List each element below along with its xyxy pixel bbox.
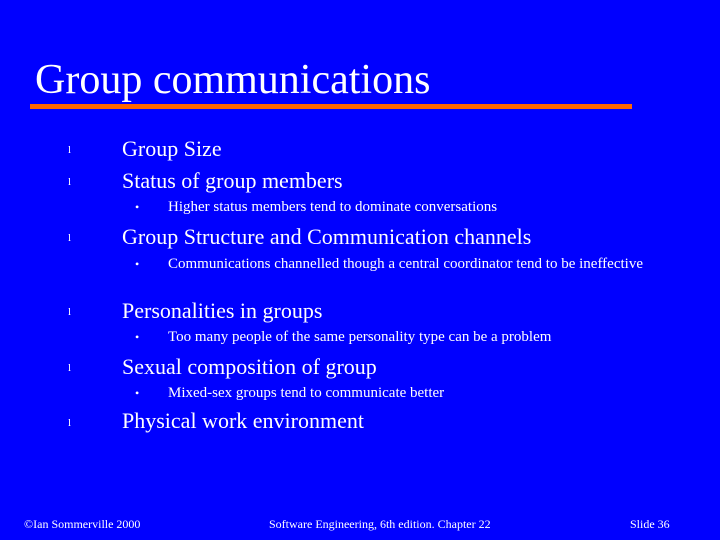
bullet-group-size: Group Size	[122, 136, 222, 161]
title-underline	[30, 104, 632, 109]
bullet-marker: l	[68, 232, 72, 244]
sub-bullet-status: Higher status members tend to dominate conversations	[168, 199, 498, 215]
footer-book-title: Software Engineering, 6th edition. Chapter 22	[269, 517, 491, 531]
bullet-marker: l	[68, 417, 72, 429]
bullet-structure: Group Structure and Communication channels	[122, 224, 532, 249]
sub-bullet-structure: Communications channelled though a central coordinator tend to be ineffective	[168, 256, 643, 272]
sub-bullet-marker: •	[135, 330, 140, 344]
bullet-marker: l	[68, 306, 72, 318]
bullet-status: Status of group members	[122, 168, 343, 193]
sub-bullet-marker: •	[135, 386, 140, 400]
sub-bullet-sexual-composition: Mixed-sex groups tend to communicate better	[168, 385, 445, 401]
footer-slide-number: Slide 36	[630, 517, 670, 531]
sub-bullet-personalities: Too many people of the same personality type can be a problem	[168, 329, 552, 345]
bullet-marker: l	[68, 176, 72, 188]
bullet-physical-environment: Physical work environment	[122, 408, 364, 433]
sub-bullet-marker: •	[135, 257, 140, 271]
bullet-marker: l	[68, 144, 72, 156]
bullet-sexual-composition: Sexual composition of group	[122, 354, 377, 379]
bullet-marker: l	[68, 362, 72, 374]
footer-copyright: ©Ian Sommerville 2000	[24, 517, 141, 531]
bullet-personalities: Personalities in groups	[122, 298, 323, 323]
slide-title: Group communications	[35, 57, 431, 103]
sub-bullet-marker: •	[135, 200, 140, 214]
